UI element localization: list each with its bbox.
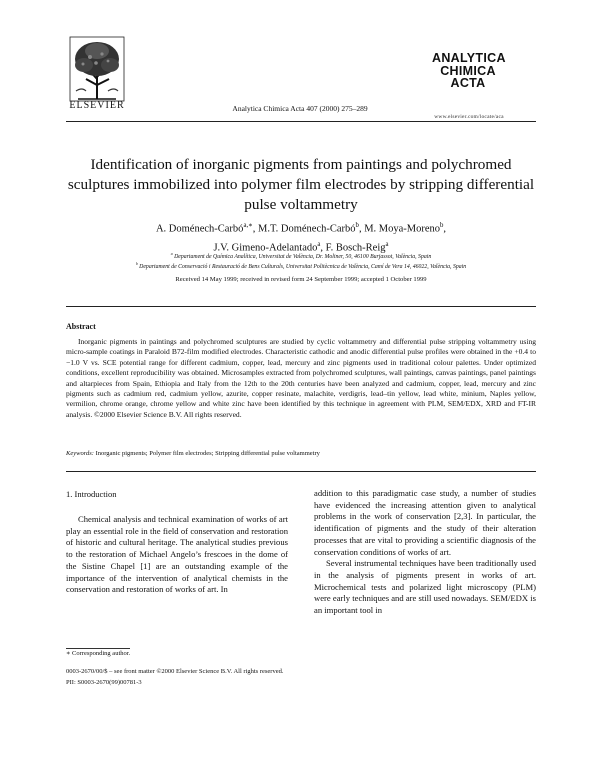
author-list: A. Doménech-Carbó$^{a,∗}$, M.T. Doménech-Carbó$^b$, M. Moya-Moreno$^b$, J.V. Gimeno-Adelantado$^a$, F. Bosch-Reig$^a$ [155,222,447,253]
abstract-bottom-rule [66,471,536,472]
author-mark: a,∗ [243,222,253,229]
author: J.V. Gimeno-Adelantado [213,242,318,253]
author: , M.T. Doménech-Carbó [252,223,356,235]
article-title: Identification of inorganic pigments from paintings and polychromed sculptures immobilized into polymer film electrodes by stripping differential pulse voltammetry [67,156,535,213]
author: A. Doménech-Carbó [155,223,244,235]
affiliation-a [60,252,542,260]
journal-logo-line: ACTA [450,76,486,90]
author: , M. Moya-Moreno [358,223,441,235]
journal-logo-line: ANALYTICA [432,51,506,65]
affiliation-text: Departament de Química Analítica, Universitat de València, Dr. Moliner, 50, 46100 Burjassot, València, Spain [172,253,432,260]
body-column-left: Chemical analysis and technical examination of works of art play an essential role in the field of conservation and restoration of historic and cultural heritage. The analytical studies previous to the restoration of Michael Angelo’s frescoes in the dome of the Sistine Chapel [1] are an outstanding example of the importance of the intervention of analytical chemists in the conservation and restoration of works of art. In [66,514,288,595]
keywords-text: Inorganic pigments; Polymer film electrodes; Stripping differential pulse voltammetry [93,450,320,457]
journal-logo [432,52,504,90]
abstract-top-rule [66,306,536,307]
footnote: ∗ Corresponding author. [66,650,131,657]
copyright-block [66,667,283,688]
journal-citation: Analytica Chimica Acta 407 (2000) 275–289 [232,104,368,113]
pii-line: PII: S0003-2670(99)00781-3 [66,678,142,686]
author-mark: a [317,240,321,248]
affiliation-b [60,262,542,270]
paragraph: Several instrumental techniques have been traditionally used in the analysis of pigments present in works of art. Microchemical tests and polarized light microscopy (PLM) were early techniques and are still used nowadays. SEM/EDX is an important tool in [314,558,536,616]
received-dates: Received 14 May 1999; received in revised form 24 September 1999; accepted 1 October 1999 [175,276,427,283]
body-column-right [314,488,536,617]
section-heading: 1. Introduction [66,489,117,499]
journal-url: www.elsevier.com/locate/aca [434,114,504,120]
abstract-text: Inorganic pigments in paintings and polychromed sculptures are studied by cyclic voltammetry and differential pulse stripping voltammetry using micro-sample coatings in Paraloid B72-film modified electrodes. Characteristic cathodic and anodic differential pulse profiles were obtained in the +0.4 to −1.0 V vs. SCE potential range for different cadmium, copper, lead, mercury and zinc pigments used in traditional colour palettes. Under optimized conditions, excellent reproducibility was obtained. Microsamples extracted from polychromed sculptures, wall paintings, canvas paintings, panel paintings and altarpieces from Spain, Ethiopia and Italy from the 12th to the 20th centuries have been analyzed and cadmium, copper, lead, mercury and zinc pigments such as cadmium red, cadmium yellow, azurite, copper resinate, malachite, verdigris, lead–tin yellow, lead white, minium, Naples yellow, vermilion, chrome orange, chrome yellow and white zinc have been identified by this technique in agreement with PLM, SEM/EDX, XRD and FT-IR analysis. ©2000 Elsevier Science B.V. All rights reserved. [66,337,536,419]
elsevier-tree-logo [66,30,128,110]
author: , F. Bosch-Reig [320,242,386,253]
abstract-heading: Abstract [66,322,96,331]
keywords-label: Keywords: [66,450,94,457]
journal-logo-line: CHIMICA [440,63,496,78]
copyright-line: 0003-2670/00/$ – see front matter ©2000 Elsevier Science B.V. All rights reserved. [66,668,284,675]
author-mark: a [385,240,389,248]
keywords [66,450,536,457]
publisher-name: ELSEVIER [69,100,125,111]
affiliation-mark: b [135,262,138,266]
author-mark: b [355,222,359,229]
author-mark: b [440,222,444,229]
affiliation-mark: a [170,252,173,256]
affiliation-text: Departament de Conservació i Restauració de Bens Culturals, Universitat Politècnica de València, Camí de Vera 14, 46022, València, Spain [137,263,467,270]
header-rule [66,121,536,122]
paragraph: addition to this paradigmatic case study, a number of studies have evidenced the increasing attention given to analytical problems in the work of conservation [2,3]. In particular, the identification of pigments and the study of their alteration processes that are vital to providing a scientific diagnosis of the conservation conditions of works of art. [314,488,536,557]
